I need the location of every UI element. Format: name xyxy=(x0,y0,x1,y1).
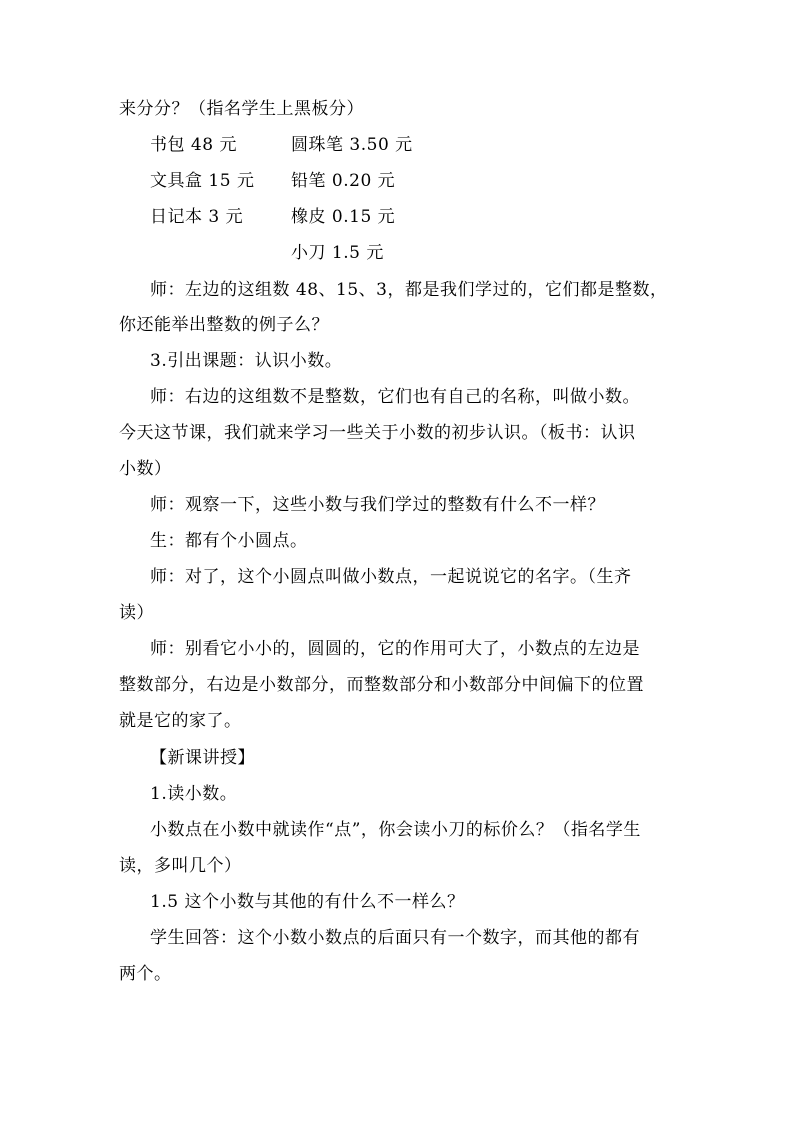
price-item-right: 小刀 1.5 元 xyxy=(291,243,384,263)
paragraph-line: 小数） xyxy=(119,459,172,479)
paragraph-line: 生：都有个小圆点。 xyxy=(150,531,308,551)
price-item-right: 橡皮 0.15 元 xyxy=(291,207,396,227)
paragraph-line: 1.5 这个小数与其他的有什么不一样么？ xyxy=(150,892,465,912)
section-heading: 【新课讲授】 xyxy=(150,748,255,768)
paragraph-line: 师：对了，这个小圆点叫做小数点，一起说说它的名字。（生齐 xyxy=(150,567,632,587)
section-heading: 3.引出课题：认识小数。 xyxy=(150,351,343,371)
price-item-right: 圆珠笔 3.50 元 xyxy=(291,135,413,155)
price-item-left: 文具盒 15 元 xyxy=(150,171,255,191)
paragraph-line: 来分分？（指名学生上黑板分） xyxy=(119,99,364,119)
paragraph-line: 两个。 xyxy=(119,964,172,984)
paragraph-line: 就是它的家了。 xyxy=(119,711,242,731)
paragraph-line: 师：左边的这组数 48、15、3，都是我们学过的，它们都是整数， xyxy=(150,280,668,300)
paragraph-line: 你还能举出整数的例子么？ xyxy=(119,315,329,335)
price-item-left: 书包 48 元 xyxy=(150,135,237,155)
paragraph-line: 读） xyxy=(119,603,154,623)
paragraph-line: 整数部分，右边是小数部分，而整数部分和小数部分中间偏下的位置 xyxy=(119,675,644,695)
paragraph-line: 学生回答：这个小数小数点的后面只有一个数字，而其他的都有 xyxy=(150,928,640,948)
paragraph-line: 师：观察一下，这些小数与我们学过的整数有什么不一样？ xyxy=(150,495,605,515)
paragraph-line: 师：别看它小小的，圆圆的，它的作用可大了，小数点的左边是 xyxy=(150,639,640,659)
paragraph-line: 小数点在小数中就读作“点”，你会读小刀的标价么？（指名学生 xyxy=(150,820,641,840)
paragraph-line: 读，多叫几个） xyxy=(119,856,242,876)
paragraph-line: 师：右边的这组数不是整数，它们也有自己的名称，叫做小数。 xyxy=(150,387,640,407)
section-heading: 1.读小数。 xyxy=(150,784,238,804)
price-item-right: 铅笔 0.20 元 xyxy=(291,171,396,191)
paragraph-line: 今天这节课，我们就来学习一些关于小数的初步认识。（板书：认识 xyxy=(119,423,636,443)
price-item-left: 日记本 3 元 xyxy=(150,207,244,227)
